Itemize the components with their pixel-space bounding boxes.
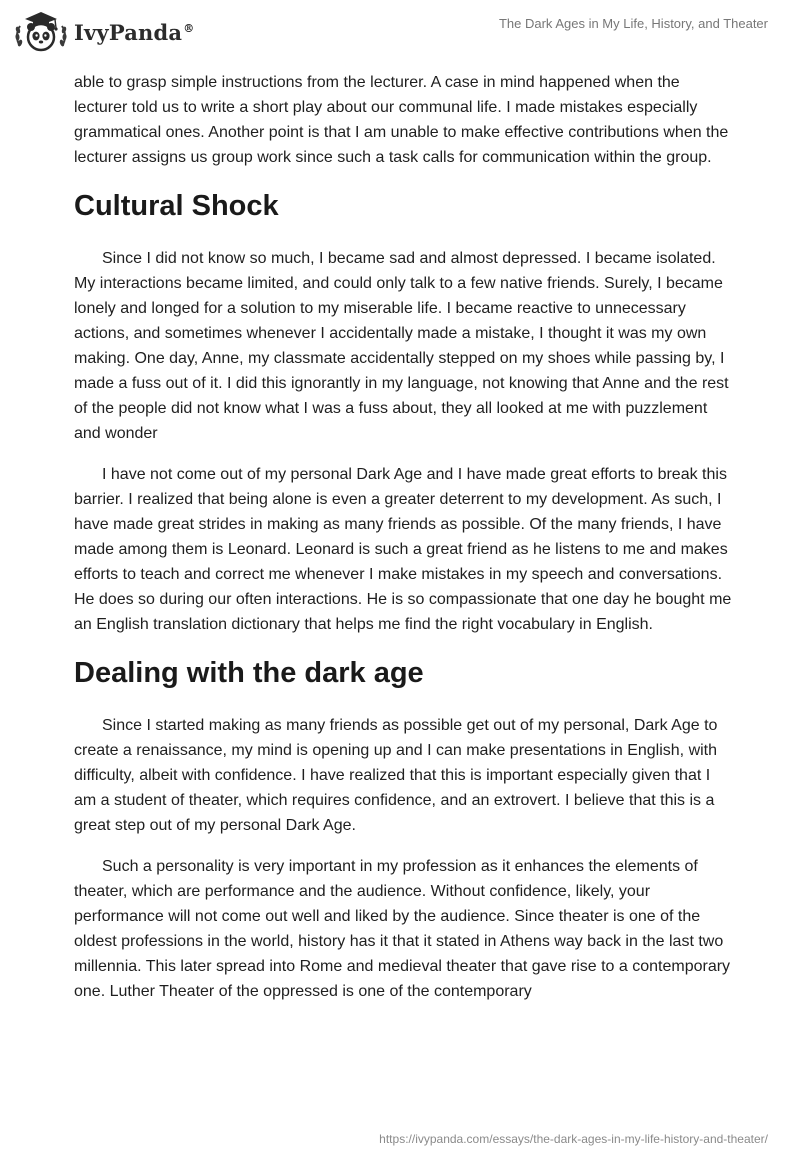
logo-wordmark: IvyPanda® [74,19,195,45]
section-heading-cultural-shock: Cultural Shock [74,190,279,222]
paragraph: Such a personality is very important in my profession as it enhances the elements of theater, which are performance and the audience. Without confidence, likely, your performance will not come out well and liked by the audience. Since theater is one of the oldest professions in the world, history has it that it stated in Athens way back in the last two millennia. This later spread into Rome and medieval theater that gave rise to a contemporary one. Luther Theater of the oppressed is one of the contemporary [74,858,731,1000]
panda-graduate-icon [14,10,68,54]
paragraph: Since I started making as many friends as possible get out of my personal, Dark Age to create a renaissance, my mind is opening up and I can make presentations in English, with difficulty, albeit with confidence. I have realized that this is important especially given that I am a student of theater, which requires confidence, and an extrovert. I believe that this is a great step out of my personal Dark Age. [74,717,718,834]
paragraph: I have not come out of my personal Dark Age and I have made great efforts to break this barrier. I realized that being alone is even a greater deterrent to my development. As such, I have made great strides in making as many friends as possible. Of the many friends, I have made among them is Leonard. Leonard is such a great friend as he listens to me and makes efforts to teach and correct me whenever I make mistakes in my speech and conversations. He does so during our often interactions. He is so compassionate that one day he bought me an English translation dictionary that helps me find the right vocabulary in English. [74,466,732,633]
document-title: The Dark Ages in My Life, History, and Theater [498,16,768,31]
section-heading-dealing-with-dark-age: Dealing with the dark age [74,657,424,689]
essay-body [74,70,734,1020]
source-url[interactable]: https://ivypanda.com/essays/the-dark-ages-in-my-life-history-and-theater/ [379,1132,768,1146]
paragraph: Since I did not know so much, I became sad and almost depressed. I became isolated. My interactions became limited, and could only talk to a few native friends. Surely, I became lonely and longed for a solution to my miserable life. I became reactive to unnecessary actions, and sometimes whenever I accidentally made a mistake, I thought it was my own making. One day, Anne, my classmate accidentally stepped on my shoes while passing by, I made a fuss out of it. I did this ignorantly in my language, not knowing that Anne and the rest of the people did not know what I was a fuss about, they all looked at me with puzzlement and wonder [74,250,729,442]
ivypanda-logo[interactable] [14,10,194,54]
intro-paragraph: able to grasp simple instructions from the lecturer. A case in mind happened when the lecturer told us to write a short play about our communal life. I made mistakes especially grammatical ones. Another point is that I am unable to make effective contributions when the lecturer assigns us group work since such a task calls for communication within the group. [74,74,729,166]
page-header [0,0,800,60]
